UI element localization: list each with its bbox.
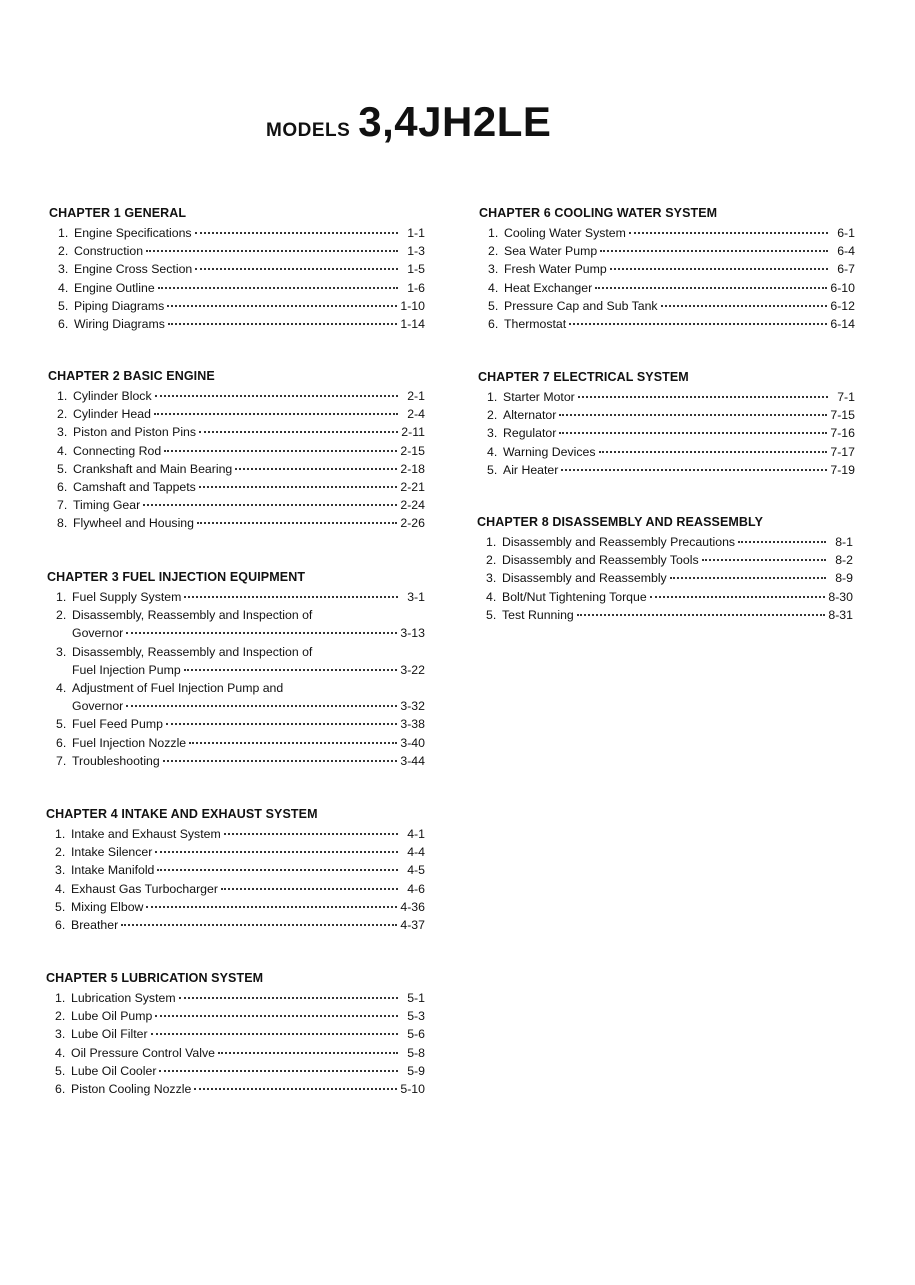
toc-entry-title: Flywheel and Housing [73, 516, 194, 531]
dot-leader [155, 851, 398, 853]
toc-entry-number: 1. [55, 827, 66, 841]
toc-entry [46, 898, 425, 916]
toc-entry-title: Alternator [503, 408, 557, 423]
toc-entry-page: 2-24 [400, 498, 425, 513]
toc-entry-page: 6-7 [837, 262, 855, 277]
toc-entry-title: Disassembly, Reassembly and Inspection of [72, 644, 313, 659]
toc-entry-number: 7. [57, 498, 68, 513]
toc-entry-title: Disassembly and Reassembly Tools [502, 553, 699, 568]
chapter-heading: CHAPTER 5 LUBRICATION SYSTEM [46, 971, 264, 985]
toc-entry-number: 2. [56, 608, 67, 623]
toc-entry-number: 4. [56, 680, 67, 695]
dot-leader [199, 431, 398, 433]
toc-entry-title: Engine Specifications [74, 226, 192, 240]
toc-entry-title: Timing Gear [73, 498, 141, 513]
toc-entry-number: 6. [55, 1081, 66, 1096]
toc-entry-page: 6-4 [837, 244, 855, 259]
toc-entry [46, 1007, 425, 1025]
dot-leader [154, 413, 398, 415]
dot-leader [163, 760, 398, 762]
toc-entry-title: Governor [72, 699, 124, 714]
toc-entry-number: 5. [56, 717, 67, 732]
models-label: MODELS [266, 120, 351, 141]
toc-entry-number: 4. [55, 881, 66, 896]
toc-entry-page: 6-12 [830, 298, 855, 313]
toc-entry-page: 7-16 [830, 426, 855, 441]
dot-leader [224, 833, 398, 835]
toc-entry-title: Fuel Injection Nozzle [72, 735, 187, 750]
toc-entry-page: 2-11 [401, 425, 425, 440]
toc-entry-title: Adjustment of Fuel Injection Pump and [72, 680, 284, 695]
toc-entry [47, 715, 425, 733]
dot-leader [197, 522, 397, 524]
dot-leader [218, 1052, 398, 1054]
chapter-heading: CHAPTER 4 INTAKE AND EXHAUST SYSTEM [46, 807, 318, 821]
toc-entry-number: 3. [488, 262, 499, 277]
dot-leader [199, 486, 398, 488]
toc-entry-title: Intake and Exhaust System [71, 827, 221, 841]
toc-entry-page: 5-8 [407, 1045, 425, 1060]
toc-entry-title: Fuel Feed Pump [72, 717, 163, 732]
toc-entry-page: 6-1 [837, 226, 855, 240]
toc-entry-number: 5. [487, 462, 498, 477]
toc-entry-page: 1-1 [407, 226, 425, 240]
toc-entry-number: 5. [55, 1063, 66, 1078]
toc-entry [49, 315, 425, 333]
toc-entry [48, 442, 425, 460]
toc-entry-number: 1. [486, 535, 497, 549]
toc-entry-title: Disassembly and Reassembly [502, 571, 667, 586]
toc-entry-page: 2-21 [400, 479, 425, 494]
toc-entry-title: Connecting Rod [73, 443, 162, 458]
toc-entry-number: 4. [58, 280, 69, 295]
dot-leader [121, 924, 397, 926]
toc-entry-page: 5-3 [407, 1009, 425, 1024]
dot-leader [164, 450, 397, 452]
toc-entry-title: Lubrication System [71, 991, 176, 1005]
toc-entry-page: 6-10 [830, 280, 855, 295]
toc-entry-page: 8-9 [835, 571, 853, 586]
toc-entry-page: 8-2 [835, 553, 853, 568]
toc-entry-page: 4-37 [400, 917, 425, 932]
chapter-heading: CHAPTER 8 DISASSEMBLY AND REASSEMBLY [477, 515, 764, 529]
toc-entry [479, 279, 855, 297]
toc-entry-number: 1. [57, 389, 68, 403]
toc-entry [47, 661, 425, 679]
toc-entry-title: Fuel Injection Pump [72, 662, 181, 677]
toc-entry [46, 843, 425, 861]
toc-entry-number: 7. [56, 753, 67, 768]
chapter-heading: CHAPTER 3 FUEL INJECTION EQUIPMENT [47, 570, 306, 584]
dot-leader [670, 577, 826, 579]
toc-entry-number: 2. [486, 553, 497, 568]
dot-leader [577, 614, 826, 616]
toc-entry-title: Breather [71, 917, 119, 932]
toc-entry [49, 279, 425, 297]
dot-leader [167, 305, 397, 307]
toc-entry-number: 6. [57, 479, 68, 494]
toc-entry-title: Pressure Cap and Sub Tank [504, 298, 658, 313]
toc-entry [48, 478, 425, 496]
chapter-1-section [49, 205, 425, 333]
toc-entry [49, 224, 425, 242]
toc-entry-title: Lube Oil Filter [71, 1027, 148, 1042]
toc-entry-number: 4. [487, 444, 498, 459]
dot-leader [157, 869, 398, 871]
toc-entry-number: 1. [56, 590, 67, 604]
toc-entry [479, 224, 855, 242]
toc-entry [477, 606, 853, 624]
toc-entry [479, 260, 855, 278]
toc-entry-number: 5. [58, 298, 69, 313]
toc-entry-number: 3. [57, 425, 68, 440]
toc-entry [49, 242, 425, 260]
toc-entry [478, 388, 855, 406]
toc-entry-page: 4-6 [407, 881, 425, 896]
toc-entry-number: 5. [57, 461, 68, 476]
toc-entry-page: 7-19 [830, 462, 855, 477]
dot-leader [235, 468, 397, 470]
toc-entry-title: Oil Pressure Control Valve [71, 1045, 215, 1060]
toc-entry-title: Disassembly and Reassembly Precautions [502, 535, 736, 549]
toc-entry-number: 6. [58, 316, 69, 331]
toc-entry-title: Lube Oil Pump [71, 1009, 153, 1024]
toc-entry-title: Cylinder Head [73, 407, 151, 422]
dot-leader [146, 250, 398, 252]
toc-entry-title: Warning Devices [503, 444, 596, 459]
toc-entry-page: 8-1 [835, 535, 853, 549]
toc-entry-page: 3-44 [400, 753, 425, 768]
toc-entry [48, 423, 425, 441]
toc-entry [479, 297, 855, 315]
toc-entry-title: Air Heater [503, 462, 559, 477]
toc-entry [47, 606, 425, 624]
dot-leader [155, 1015, 398, 1017]
dot-leader [189, 742, 397, 744]
dot-leader [599, 451, 828, 453]
toc-entry [47, 588, 425, 606]
toc-entry-title: Lube Oil Cooler [71, 1063, 157, 1078]
page-title [266, 98, 551, 146]
toc-entry [46, 861, 425, 879]
dot-leader [159, 1070, 398, 1072]
dot-leader [559, 414, 827, 416]
toc-entry [48, 496, 425, 514]
dot-leader [195, 268, 398, 270]
toc-entry-page: 8-30 [828, 589, 853, 604]
toc-entry-number: 3. [55, 863, 66, 878]
toc-entry-title: Wiring Diagrams [74, 316, 165, 331]
toc-entry-title: Mixing Elbow [71, 899, 144, 914]
toc-entry-title: Piston Cooling Nozzle [71, 1081, 192, 1096]
toc-entry [478, 424, 855, 442]
toc-entry-page: 2-4 [407, 407, 425, 422]
toc-entry-page: 6-14 [830, 316, 855, 331]
dot-leader [184, 596, 398, 598]
chapter-6-section [479, 205, 855, 333]
toc-entry-title: Test Running [502, 607, 574, 622]
dot-leader [143, 504, 397, 506]
dot-leader [595, 287, 827, 289]
toc-entry-page: 4-4 [407, 845, 425, 860]
toc-entry [47, 752, 425, 770]
toc-entry-page: 2-15 [400, 443, 425, 458]
chapter-heading: CHAPTER 2 BASIC ENGINE [48, 369, 215, 383]
toc-entry-number: 8. [57, 516, 68, 531]
toc-entry-title: Construction [74, 244, 144, 259]
toc-entry [477, 569, 853, 587]
toc-entry-number: 3. [55, 1027, 66, 1042]
toc-entry-page: 3-38 [400, 717, 425, 732]
toc-entry-title: Governor [72, 626, 124, 641]
toc-entry-number: 1. [55, 991, 66, 1005]
toc-entry-number: 5. [488, 298, 499, 313]
toc-entry-page: 7-17 [830, 444, 855, 459]
toc-entry-title: Disassembly, Reassembly and Inspection of [72, 608, 313, 623]
toc-entry [46, 989, 425, 1007]
toc-entry-title: Piping Diagrams [74, 298, 165, 313]
dot-leader [561, 469, 827, 471]
toc-entry-page: 1-5 [407, 262, 425, 277]
dot-leader [221, 888, 398, 890]
model-name: 3,4JH2LE [358, 98, 552, 145]
toc-entry [46, 1044, 425, 1062]
toc-entry-number: 6. [55, 917, 66, 932]
toc-entry-page: 4-36 [400, 899, 425, 914]
chapter-heading: CHAPTER 1 GENERAL [49, 206, 187, 220]
toc-entry [479, 315, 855, 333]
dot-leader [702, 559, 826, 561]
chapter-3-section [47, 569, 425, 770]
dot-leader [559, 432, 827, 434]
toc-entry [46, 825, 425, 843]
toc-entry-page: 2-1 [407, 389, 425, 403]
toc-entry-title: Sea Water Pump [504, 244, 598, 259]
toc-entry-number: 1. [58, 226, 69, 240]
toc-entry-page: 1-10 [400, 298, 425, 313]
chapter-2-section [48, 368, 425, 533]
toc-entry [46, 1080, 425, 1098]
toc-entry-number: 4. [486, 589, 497, 604]
dot-leader [600, 250, 828, 252]
dot-leader [569, 323, 827, 325]
dot-leader [650, 596, 826, 598]
toc-entry [48, 460, 425, 478]
toc-entry-page: 4-5 [407, 863, 425, 878]
toc-entry-title: Heat Exchanger [504, 280, 593, 295]
toc-entry-number: 4. [488, 280, 499, 295]
toc-entry-page: 5-1 [407, 991, 425, 1005]
toc-entry [47, 624, 425, 642]
toc-entry-number: 2. [55, 845, 66, 860]
toc-entry [46, 916, 425, 934]
toc-entry [47, 734, 425, 752]
toc-entry-title: Piston and Piston Pins [73, 425, 197, 440]
toc-entry-title: Fuel Supply System [72, 590, 182, 604]
toc-entry-page: 7-15 [830, 408, 855, 423]
toc-entry [477, 588, 853, 606]
toc-entry-title: Regulator [503, 426, 557, 441]
dot-leader [184, 669, 398, 671]
toc-entry-title: Camshaft and Tappets [73, 479, 196, 494]
toc-entry [46, 880, 425, 898]
toc-entry-title: Engine Outline [74, 280, 155, 295]
toc-entry-title: Troubleshooting [72, 753, 160, 768]
dot-leader [195, 232, 398, 234]
toc-entry [478, 461, 855, 479]
toc-entry-number: 5. [55, 899, 66, 914]
toc-entry-page: 3-22 [400, 662, 425, 677]
toc-entry-title: Fresh Water Pump [504, 262, 607, 277]
dot-leader [578, 396, 828, 398]
toc-entry [46, 1062, 425, 1080]
toc-entry-page: 2-26 [400, 516, 425, 531]
toc-entry-page: 3-40 [400, 735, 425, 750]
toc-entry [48, 405, 425, 423]
toc-entry-page: 3-13 [400, 626, 425, 641]
toc-entry-title: Intake Manifold [71, 863, 155, 878]
dot-leader [155, 395, 398, 397]
toc-entry [48, 387, 425, 405]
toc-entry [477, 551, 853, 569]
toc-entry-title: Bolt/Nut Tightening Torque [502, 589, 647, 604]
toc-entry-title: Crankshaft and Main Bearing [73, 461, 233, 476]
toc-entry-page: 2-18 [400, 461, 425, 476]
chapter-4-section [46, 806, 425, 934]
dot-leader [738, 541, 826, 543]
toc-entry-number: 2. [487, 408, 498, 423]
toc-entry-page: 3-1 [407, 590, 425, 604]
toc-entry-page: 1-14 [400, 316, 425, 331]
toc-entry [48, 514, 425, 532]
toc-entry-number: 6. [56, 735, 67, 750]
dot-leader [179, 997, 398, 999]
toc-entry-page: 4-1 [407, 827, 425, 841]
toc-entry [477, 533, 853, 551]
toc-entry-number: 2. [58, 244, 69, 259]
toc-entry-page: 3-32 [400, 699, 425, 714]
toc-entry-number: 6. [488, 316, 499, 331]
chapter-5-section [46, 970, 425, 1098]
toc-entry-number: 5. [486, 607, 497, 622]
toc-entry [47, 697, 425, 715]
toc-entry [479, 242, 855, 260]
toc-entry [47, 679, 425, 697]
toc-entry-title: Cylinder Block [73, 389, 152, 403]
toc-entry [478, 443, 855, 461]
toc-entry-number: 1. [488, 226, 499, 240]
dot-leader [126, 705, 397, 707]
toc-entry-title: Starter Motor [503, 390, 575, 404]
dot-leader [166, 723, 397, 725]
toc-entry-page: 8-31 [828, 607, 853, 622]
toc-entry-page: 5-6 [407, 1027, 425, 1042]
toc-entry-title: Intake Silencer [71, 845, 153, 860]
dot-leader [151, 1033, 398, 1035]
dot-leader [194, 1088, 397, 1090]
chapter-7-section [478, 369, 855, 479]
chapter-heading: CHAPTER 6 COOLING WATER SYSTEM [479, 206, 718, 220]
toc-entry-page: 7-1 [837, 390, 855, 404]
dot-leader [126, 632, 397, 634]
toc-entry-page: 1-6 [407, 280, 425, 295]
toc-entry [46, 1025, 425, 1043]
toc-entry-title: Engine Cross Section [74, 262, 193, 277]
toc-entry [47, 643, 425, 661]
toc-entry [478, 406, 855, 424]
toc-entry-number: 2. [488, 244, 499, 259]
chapter-heading: CHAPTER 7 ELECTRICAL SYSTEM [478, 370, 689, 384]
toc-entry-number: 3. [487, 426, 498, 441]
toc-entry [49, 260, 425, 278]
toc-entry-number: 4. [57, 443, 68, 458]
dot-leader [146, 906, 397, 908]
toc-entry-page: 5-10 [400, 1081, 425, 1096]
dot-leader [158, 287, 398, 289]
dot-leader [661, 305, 828, 307]
toc-entry-number: 2. [55, 1009, 66, 1024]
toc-entry [49, 297, 425, 315]
toc-entry-number: 1. [487, 390, 498, 404]
toc-entry-title: Cooling Water System [504, 226, 626, 240]
toc-entry-number: 3. [56, 644, 67, 659]
chapter-8-section [477, 514, 853, 624]
toc-entry-page: 5-9 [407, 1063, 425, 1078]
dot-leader [610, 268, 828, 270]
toc-entry-number: 3. [58, 262, 69, 277]
toc-entry-page: 1-3 [407, 244, 425, 259]
dot-leader [168, 323, 397, 325]
toc-entry-number: 3. [486, 571, 497, 586]
dot-leader [629, 232, 828, 234]
toc-entry-number: 2. [57, 407, 68, 422]
toc-entry-title: Thermostat [504, 316, 567, 331]
toc-entry-number: 4. [55, 1045, 66, 1060]
toc-entry-title: Exhaust Gas Turbocharger [71, 881, 218, 896]
